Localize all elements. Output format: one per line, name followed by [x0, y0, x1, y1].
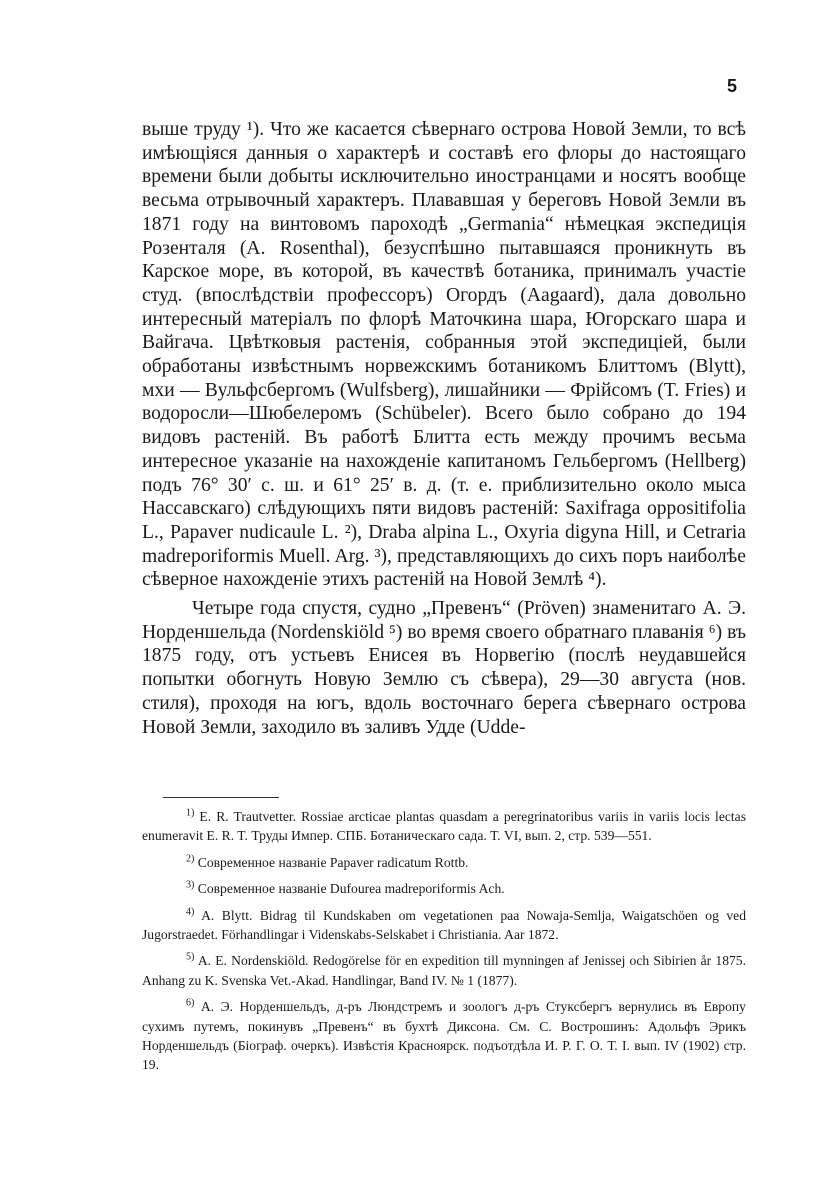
footnote-text: A. E. Nordenskiöld. Redogörelse för en expedition till mynningen af Jenissej och Sibirien år 1875. Anhang zu K. Svenska Vet.-Akad. Handlingar, Band IV. № 1 (1877). [142, 953, 746, 988]
main-text [142, 118, 746, 739]
footnote [142, 853, 746, 872]
footnote-separator [163, 797, 279, 798]
footnote [142, 879, 746, 898]
footnote-text: A. Blytt. Bidrag til Kundskaben om vegetationen paa Nowaja-Semlja, Waigatschöen og ved Jugorstraedet. Förhandlingar i Videnskabs-Selskabet i Christiania. Aar 1872. [142, 907, 746, 943]
footnote-text: E. R. Trautvetter. Rossiae arcticae plantas quasdam a peregrinatoribus variis in variis locis lectas enumeravit E. R. T. Труды Импер. СПБ. Ботаническаго сада. Т. VI, вып. 2, стр. 539—551. [142, 809, 746, 844]
page-number: 5 [727, 76, 738, 96]
paragraph: Четыре года спустя, судно „Превенъ“ (Pröven) знаменитаго А. Э. Норденшельда (Nordenskiöld ⁵) во время своего обратнаго плаванія ⁶) въ 1875 году, отъ устьевъ Енисея въ Норвегію (послѣ неудавшейся попытки обогнуть Новую Землю съ сѣвера), 29—30 августа (нов. стиля), проходя на югъ, вдоль восточнаго берега сѣвернаго острова Новой Земли, заходило въ заливъ Удде (Udde- [142, 598, 746, 738]
footnote-number: 4) [186, 906, 195, 918]
footnote-number: 5) [186, 951, 195, 963]
footnotes [142, 807, 746, 1082]
footnote-number: 6) [186, 997, 195, 1009]
footnote [142, 951, 746, 990]
footnote-text: А. Э. Норденшельдъ, д-ръ Люндстремъ и зоологъ д-ръ Стуксбергъ вернулись въ Европу сухимъ путемъ, покинувъ „Превенъ“ въ бухтѣ Диксона. См. С. Вострошинъ: Адольфъ Эрикъ Норденшельдъ (Біограф. очеркъ). Извѣстія Красноярск. подъотдѣла И. Р. Г. О. Т. I. вып. IV (1902) стр. 19. [142, 999, 746, 1073]
footnote-text: Современное названіе Dufourea madreporiformis Ach. [197, 881, 505, 897]
footnote-number: 1) [186, 807, 195, 819]
footnote-text: Современное названіе Papaver radicatum Rottb. [197, 854, 469, 870]
footnote-number: 2) [186, 853, 195, 865]
footnote [142, 807, 746, 846]
paragraph: выше труду ¹). Что же касается сѣвернаго острова Новой Земли, то всѣ имѣющіяся данныя о характерѣ и составѣ его флоры до настоящаго времени были добыты исключительно иностранцами и носятъ вообще весьма отрывочный характеръ. Плававшая у береговъ Новой Земли въ 1871 году на винтовомъ пароходѣ „Germania“ нѣмецкая экспедиція Розенталя (A. Rosenthal), безуспѣшно пытавшаяся проникнуть въ Карское море, въ которой, въ качествѣ ботаника, принималъ участіе студ. (впослѣдствіи профессоръ) Огордъ (Aagaard), дала довольно интересный матеріалъ по флорѣ Маточкина шара, Югорскаго шара и Вайгача. Цвѣтковыя растенія, собранныя этой экспедиціей, были обработаны извѣстнымъ норвежскимъ ботаникомъ Блиттомъ (Blytt), мхи — Вульфсбергомъ (Wulfsberg), лишайники — Фрійсомъ (T. Fries) и водоросли—Шюбелеромъ (Schübeler). Всего было собрано до 194 видовъ растеній. Въ работѣ Блитта есть между прочимъ весьма интересное указаніе на нахожденіе капитаномъ Гельбергомъ (Hellberg) подъ 76° 30′ с. ш. и 61° 25′ в. д. (т. е. приблизительно около мыса Нассавскаго) слѣдующихъ пяти видовъ растеній: Saxifraga oppositifolia L., Papaver nudicaule L. ²), Draba alpina L., Oxyria digyna Hill, и Cetraria madreporiformis Muell. Arg. ³), представляющихъ до сихъ поръ наиболѣе сѣверное нахожденіе этихъ растеній на Новой Землѣ ⁴). [142, 119, 746, 591]
footnote [142, 997, 746, 1075]
footnote [142, 906, 746, 945]
footnote-number: 3) [186, 879, 195, 891]
